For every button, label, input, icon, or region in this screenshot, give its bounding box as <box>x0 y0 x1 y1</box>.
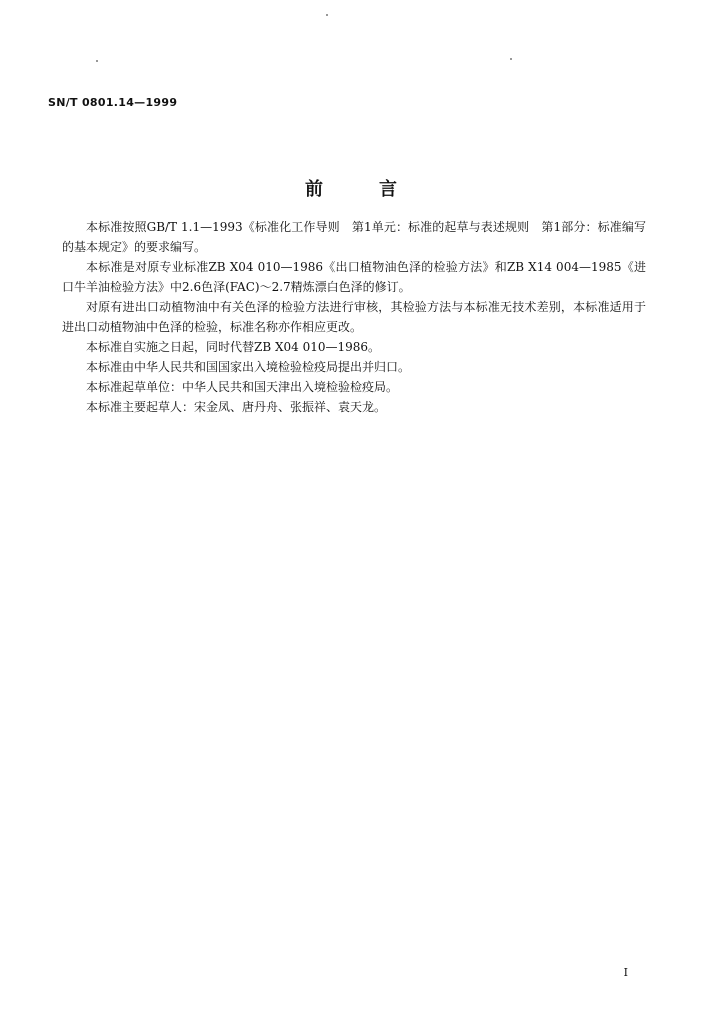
scan-speck <box>510 58 512 60</box>
paragraph: 本标准起草单位：中华人民共和国天津出入境检验检疫局。 <box>86 380 399 394</box>
page-title: 前言 <box>305 179 453 200</box>
standard-code: SN/T 0801.14—1999 <box>48 96 178 109</box>
scan-speck <box>326 14 328 16</box>
scan-speck <box>96 60 98 62</box>
paragraph: 本标准自实施之日起，同时代替ZB X04 010—1986。 <box>86 340 381 354</box>
paragraph: 本标准由中华人民共和国国家出入境检验检疫局提出并归口。 <box>86 360 411 374</box>
page-number: I <box>623 966 628 979</box>
paragraph: 本标准主要起草人：宋金凤、唐丹舟、张振祥、袁天龙。 <box>86 400 387 414</box>
foreword-body <box>62 217 646 417</box>
paragraph: 本标准按照GB/T 1.1—1993《标准化工作导则 第1单元：标准的起草与表述规则 第1部分：标准编写的基本规定》的要求编写。 <box>62 220 646 254</box>
paragraph: 本标准是对原专业标准ZB X04 010—1986《出口植物油色泽的检验方法》和ZB X14 004—1985《进口牛羊油检验方法》中2.6色泽(FAC)～2.7精炼漂白色泽的修订。 <box>62 260 646 294</box>
paragraph: 对原有进出口动植物油中有关色泽的检验方法进行审核，其检验方法与本标准无技术差别，本标准适用于进出口动植物油中色泽的检验，标准名称亦作相应更改。 <box>62 300 646 334</box>
